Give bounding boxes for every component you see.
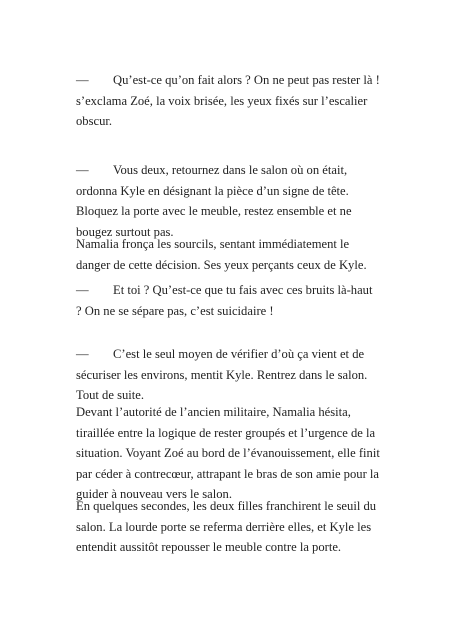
narration-paragraph-hesitation	[76, 402, 380, 505]
narration-paragraph-salon	[76, 496, 380, 558]
narration-paragraph-namalia	[76, 234, 380, 275]
paragraph-text: Qu’est-ce qu’on fait alors ? On ne peut pas rester là ! s’exclama Zoé, la voix brisée, les yeux fixés sur l’escalier obscur.	[76, 73, 380, 128]
dialogue-paragraph-namalia	[76, 280, 380, 321]
dialogue-paragraph-zoe	[76, 70, 380, 132]
paragraph-text: Devant l’autorité de l’ancien militaire, Namalia hésita, tiraillée entre la logique de rester groupés et l’urgence de la situation. Voyant Zoé au bord de l’évanouissement, elle finit par céder à contrecœur, attrapant le bras de son amie pour la guider à nouveau vers le salon.	[76, 405, 380, 501]
paragraph-text: Namalia fronça les sourcils, sentant immédiatement le danger de cette décision. Ses yeux perçants ceux de Kyle.	[76, 237, 367, 272]
dialogue-dash: —	[76, 73, 89, 87]
dialogue-dash: —	[76, 347, 89, 361]
paragraph-text: En quelques secondes, les deux filles franchirent le seuil du salon. La lourde porte se referma derrière elles, et Kyle les entendit aussitôt repousser le meuble contre la porte.	[76, 499, 377, 554]
dialogue-paragraph-kyle-order	[76, 160, 380, 242]
dialogue-dash: —	[76, 283, 89, 297]
paragraph-text: Et toi ? Qu’est-ce que tu fais avec ces bruits là-haut ? On ne se sépare pas, c’est suicidaire !	[76, 283, 373, 318]
dialogue-paragraph-kyle-lie	[76, 344, 380, 406]
paragraph-text: C’est le seul moyen de vérifier d’où ça vient et de sécuriser les environs, mentit Kyle. Rentrez dans le salon. Tout de suite.	[76, 347, 368, 402]
dialogue-dash: —	[76, 163, 89, 177]
paragraph-text: Vous deux, retournez dans le salon où on était, ordonna Kyle en désignant la pièce d’un signe de tête. Bloquez la porte avec le meuble, restez ensemble et ne bougez surtout pas.	[76, 163, 352, 239]
